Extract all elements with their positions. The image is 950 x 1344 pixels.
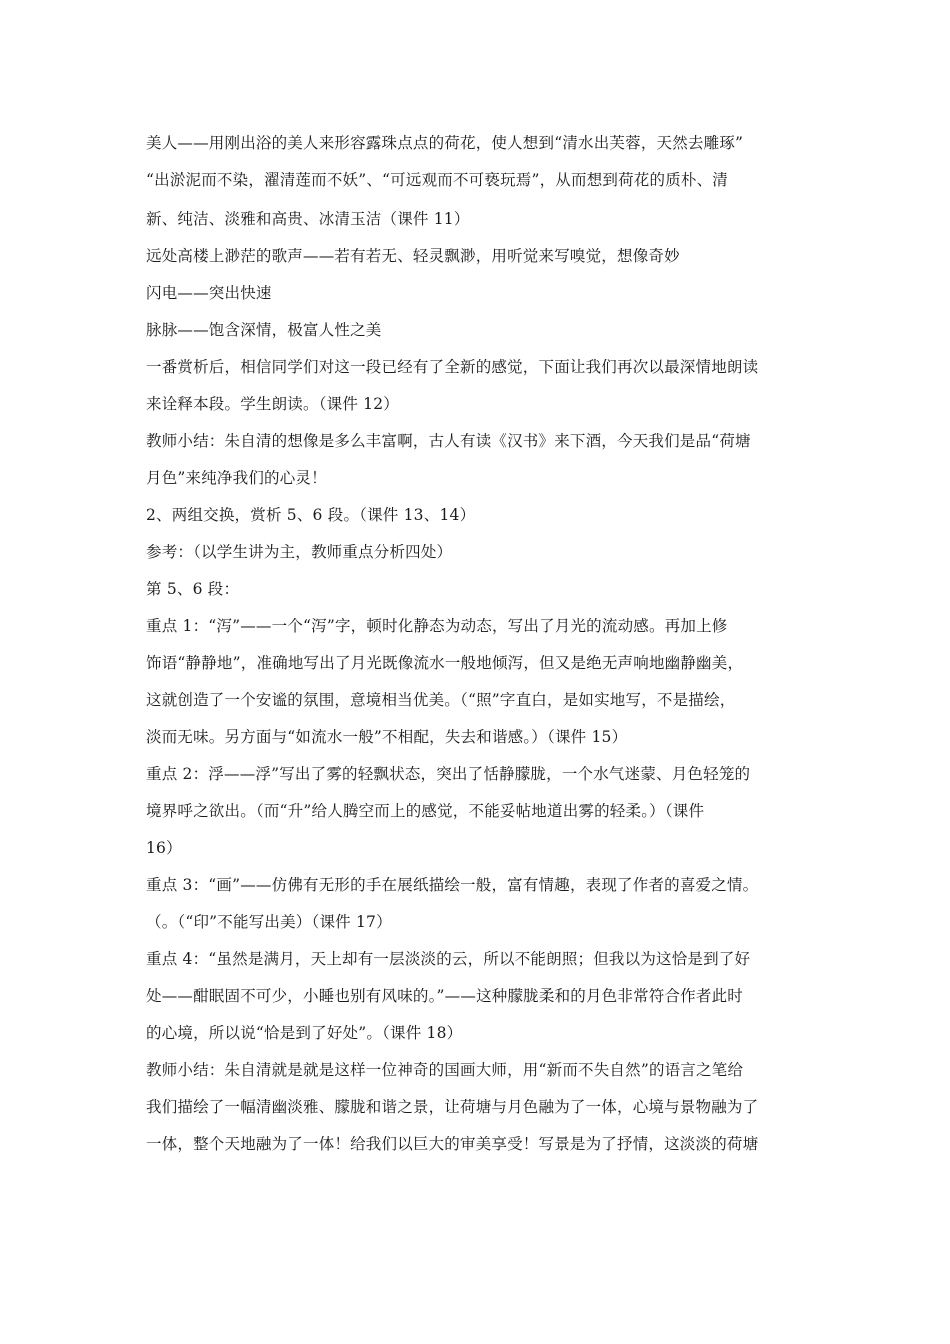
- text-line: 淡而无味。另方面与“如流水一般”不相配，失去和谐感。）（课件 15）: [146, 728, 628, 746]
- text-line: 一番赏析后，相信同学们对这一段已经有了全新的感觉，下面让我们再次以最深情地朗读: [146, 358, 759, 376]
- text-line: 重点 2：浮——浮”写出了雾的轻飘状态，突出了恬静朦胧，一个水气迷蒙、月色轻笼的: [146, 765, 751, 783]
- text-line: 参考：（以学生讲为主，教师重点分析四处）: [146, 543, 453, 561]
- text-line: 处——酣眠固不可少，小睡也别有风味的。”——这种朦胧柔和的月色非常符合作者此时: [146, 987, 743, 1005]
- text-line: 16）: [146, 839, 182, 857]
- text-line: 的心境，所以说“恰是到了好处”。（课件 18）: [146, 1024, 463, 1042]
- text-line: 重点 3：“画”——仿佛有无形的手在展纸描绘一般，富有情趣，表现了作者的喜爱之情。: [146, 876, 759, 894]
- text-line: “出淤泥而不染，濯清莲而不妖”、“可远观而不可亵玩焉”，从而想到荷花的质朴、清: [146, 171, 728, 189]
- text-line: 重点 4：“虽然是满月，天上却有一层淡淡的云，所以不能朗照；但我以为这恰是到了好: [146, 950, 751, 968]
- text-line: 远处高楼上渺茫的歌声——若有若无、轻灵飘渺，用听觉来写嗅觉，想像奇妙: [146, 247, 680, 265]
- text-line: 月色”来纯净我们的心灵！: [146, 469, 327, 487]
- text-line: 闪电——突出快速: [146, 284, 272, 302]
- text-line: 饰语“静静地”，准确地写出了月光既像流水一般地倾泻，但又是绝无声响地幽静幽美，: [146, 654, 744, 672]
- text-line: 来诠释本段。学生朗读。（课件 12）: [146, 395, 400, 413]
- text-line: 教师小结：朱自清的想像是多么丰富啊，古人有读《汉书》来下酒，今天我们是品“荷塘: [146, 432, 751, 450]
- text-line: 2、两组交换，赏析 5、6 段。（课件 13、14）: [146, 506, 476, 524]
- text-line: 一体，整个天地融为了一体！给我们以巨大的审美享受！写景是为了抒情，这淡淡的荷塘: [146, 1135, 759, 1153]
- text-line: （。（“印”不能写出美）（课件 17）: [146, 913, 392, 931]
- text-line: 境界呼之欲出。（而“升”给人腾空而上的感觉，不能妥帖地道出雾的轻柔。）（课件: [146, 802, 705, 820]
- text-line: 脉脉——饱含深情，极富人性之美: [146, 321, 382, 339]
- text-line: 教师小结：朱自清就是就是这样一位神奇的国画大师，用“新而不失自然”的语言之笔给: [146, 1061, 744, 1079]
- text-line: 美人——用刚出浴的美人来形容露珠点点的荷花，使人想到“清水出芙蓉，天然去雕琢”: [146, 134, 744, 152]
- text-line: 这就创造了一个安谧的氛围，意境相当优美。（“照”字直白，是如实地写，不是描绘，: [146, 691, 736, 709]
- text-line: 我们描绘了一幅清幽淡雅、朦胧和谐之景，让荷塘与月色融为了一体，心境与景物融为了: [146, 1098, 759, 1116]
- text-line: 新、纯洁、淡雅和高贵、冰清玉洁（课件 11）: [146, 210, 470, 228]
- text-line: 重点 1：“泻”——一个“泻”字，顿时化静态为动态，写出了月光的流动感。再加上修: [146, 617, 728, 635]
- text-line: 第 5、6 段：: [146, 580, 240, 598]
